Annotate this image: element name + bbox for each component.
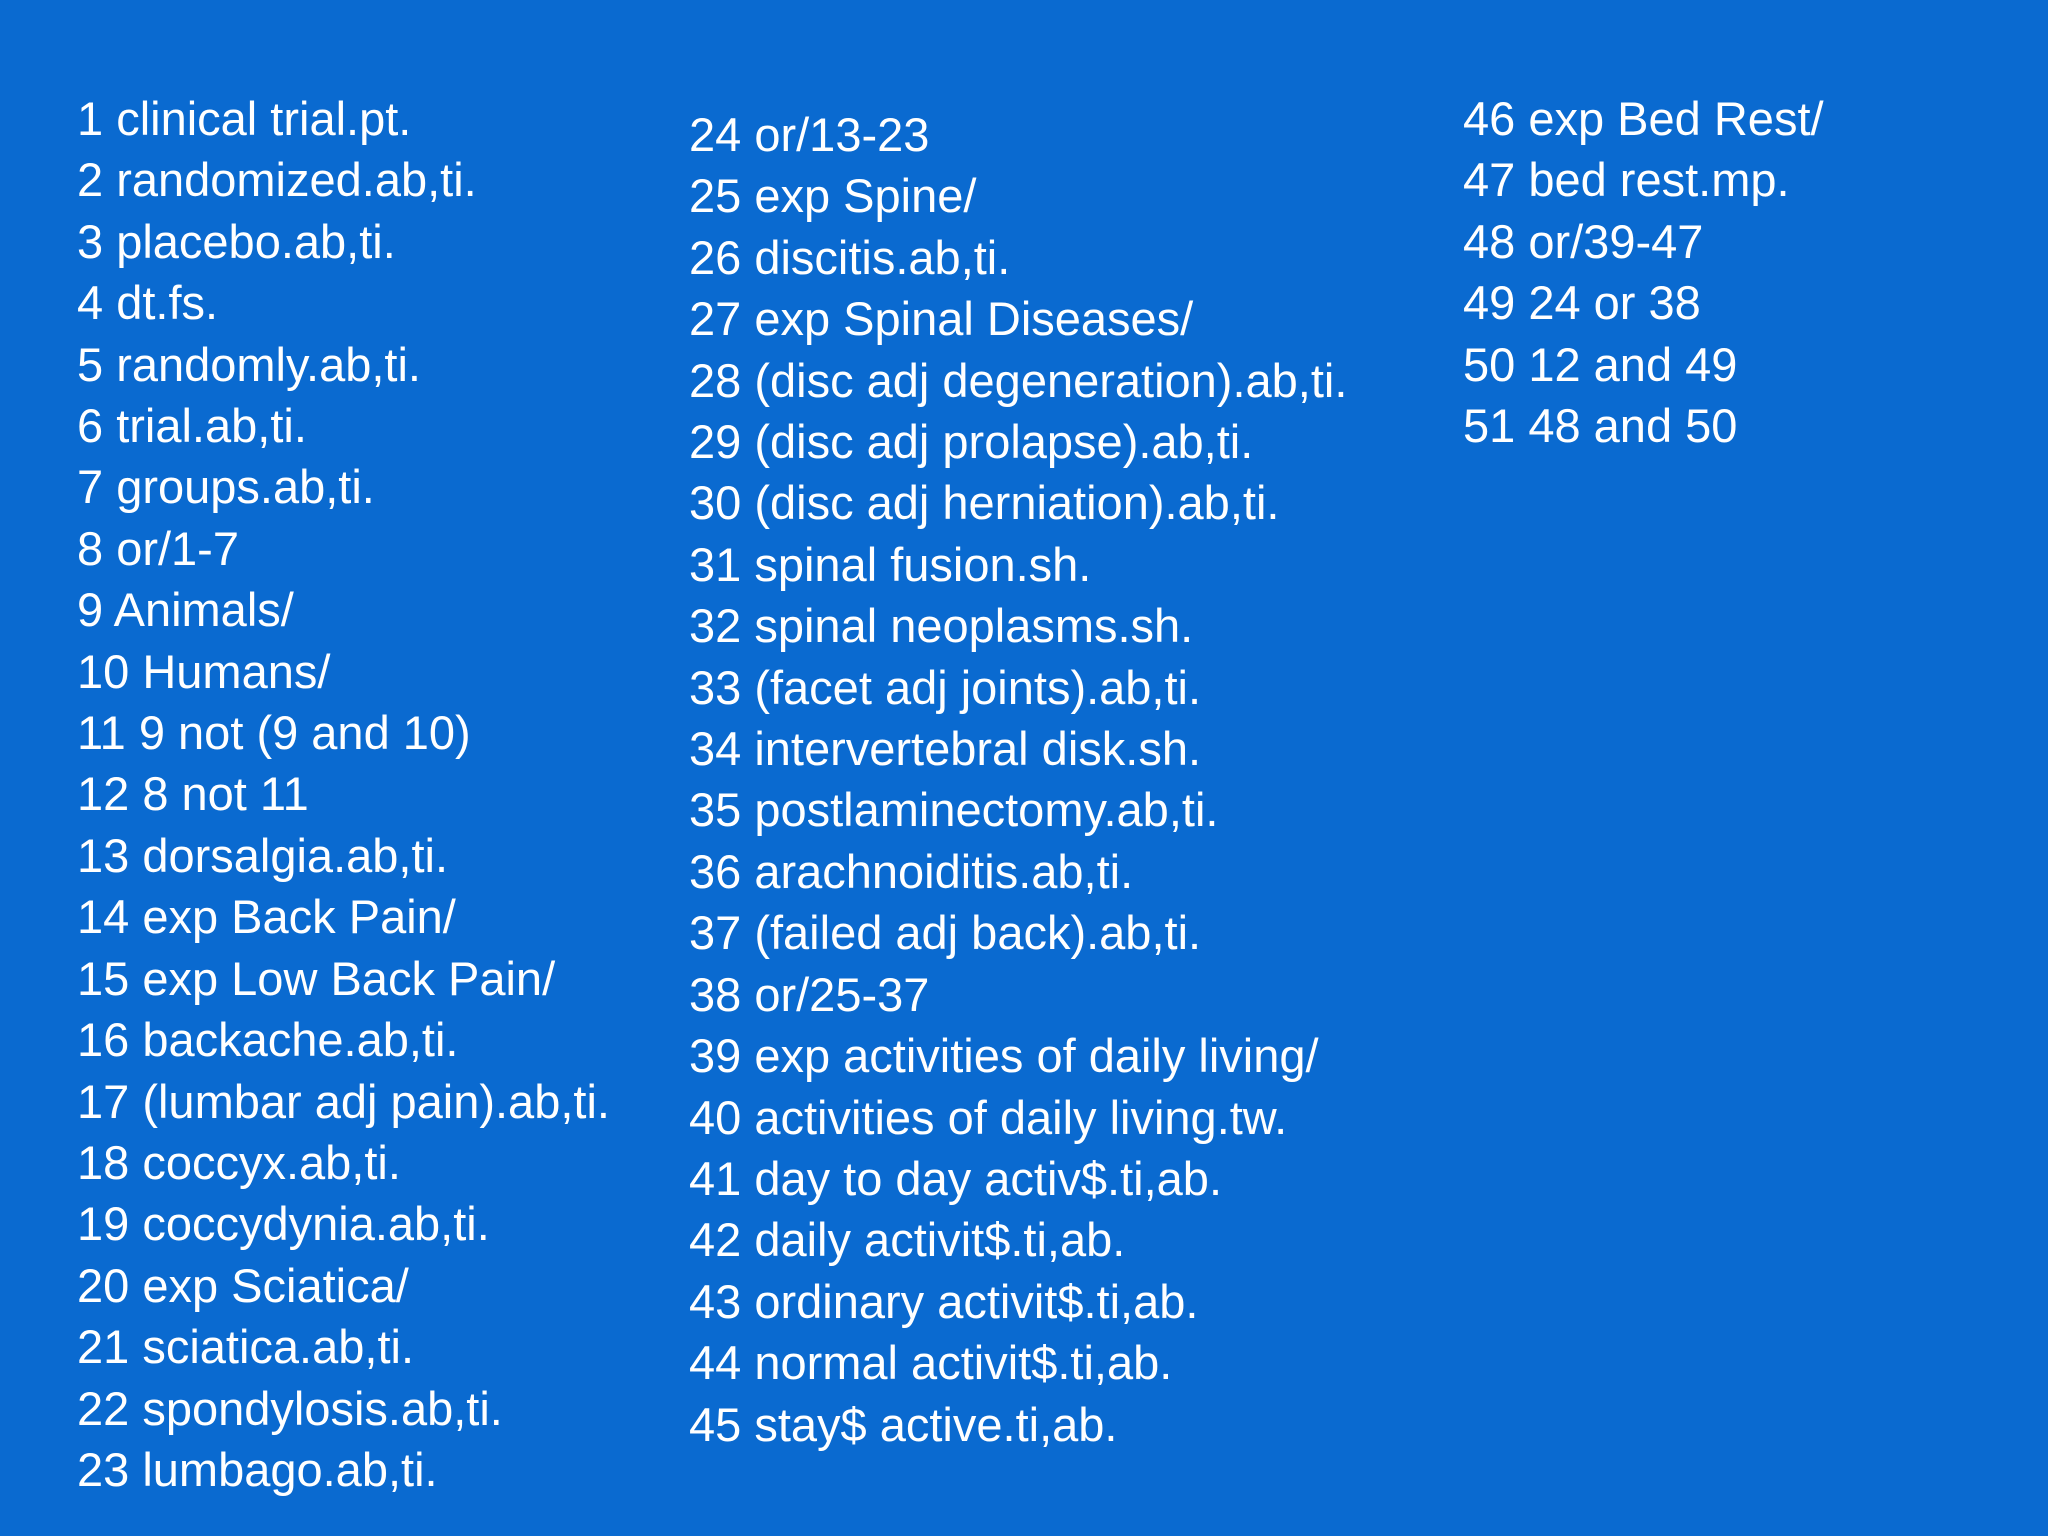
search-line: 22 spondylosis.ab,ti.	[77, 1381, 503, 1435]
search-line: 4 dt.fs.	[77, 276, 219, 330]
search-line: 23 lumbago.ab,ti.	[77, 1442, 438, 1496]
search-line: 47 bed rest.mp.	[1463, 153, 1790, 207]
search-line: 45 stay$ active.ti,ab.	[689, 1397, 1118, 1451]
search-line: 10 Humans/	[77, 644, 331, 698]
search-line: 51 48 and 50	[1463, 399, 1738, 453]
search-line: 48 or/39-47	[1463, 214, 1704, 268]
search-line: 9 Animals/	[77, 583, 294, 637]
search-line: 3 placebo.ab,ti.	[77, 214, 396, 268]
search-line: 34 intervertebral disk.sh.	[689, 722, 1202, 776]
search-line: 16 backache.ab,ti.	[77, 1013, 459, 1067]
search-lines-column-2	[689, 104, 1347, 1455]
search-line: 15 exp Low Back Pain/	[77, 951, 556, 1005]
search-line: 7 groups.ab,ti.	[77, 460, 375, 514]
search-line: 20 exp Sciatica/	[77, 1258, 409, 1312]
search-line: 28 (disc adj degeneration).ab,ti.	[689, 353, 1348, 407]
search-line: 18 coccyx.ab,ti.	[77, 1135, 401, 1189]
search-line: 1 clinical trial.pt.	[77, 92, 412, 145]
search-line: 49 24 or 38	[1463, 276, 1701, 330]
search-line: 11 9 not (9 and 10)	[77, 706, 471, 760]
search-line: 17 (lumbar adj pain).ab,ti.	[77, 1074, 610, 1128]
search-line: 25 exp Spine/	[689, 169, 977, 223]
search-line: 30 (disc adj herniation).ab,ti.	[689, 476, 1280, 530]
search-line: 2 randomized.ab,ti.	[77, 153, 477, 207]
search-line: 24 or/13-23	[689, 108, 930, 161]
search-line: 5 randomly.ab,ti.	[77, 337, 421, 391]
search-line: 21 sciatica.ab,ti.	[77, 1320, 415, 1374]
search-line: 44 normal activit$.ti,ab.	[689, 1336, 1173, 1390]
search-line: 13 dorsalgia.ab,ti.	[77, 828, 449, 882]
search-line: 6 trial.ab,ti.	[77, 399, 307, 453]
search-line: 32 spinal neoplasms.sh.	[689, 599, 1194, 653]
search-lines-column-3	[1463, 88, 1824, 456]
search-line: 35 postlaminectomy.ab,ti.	[689, 783, 1219, 837]
search-line: 43 ordinary activit$.ti,ab.	[689, 1274, 1199, 1328]
search-line: 14 exp Back Pain/	[77, 890, 456, 944]
search-lines-column-1	[77, 88, 610, 1500]
search-line: 42 daily activit$.ti,ab.	[689, 1213, 1126, 1267]
search-line: 40 activities of daily living.tw.	[689, 1090, 1288, 1144]
search-line: 46 exp Bed Rest/	[1463, 92, 1824, 145]
search-line: 38 or/25-37	[689, 967, 930, 1021]
search-line: 8 or/1-7	[77, 521, 239, 575]
search-line: 29 (disc adj prolapse).ab,ti.	[689, 415, 1254, 469]
search-line: 50 12 and 49	[1463, 337, 1738, 391]
search-line: 37 (failed adj back).ab,ti.	[689, 906, 1202, 960]
search-line: 36 arachnoiditis.ab,ti.	[689, 844, 1134, 898]
search-line: 12 8 not 11	[77, 767, 309, 821]
search-line: 31 spinal fusion.sh.	[689, 537, 1092, 591]
search-line: 26 discitis.ab,ti.	[689, 230, 1011, 284]
search-line: 39 exp activities of daily living/	[689, 1029, 1319, 1083]
search-line: 41 day to day activ$.ti,ab.	[689, 1151, 1222, 1205]
search-line: 19 coccydynia.ab,ti.	[77, 1197, 490, 1251]
search-line: 27 exp Spinal Diseases/	[689, 292, 1194, 346]
search-line: 33 (facet adj joints).ab,ti.	[689, 660, 1202, 714]
